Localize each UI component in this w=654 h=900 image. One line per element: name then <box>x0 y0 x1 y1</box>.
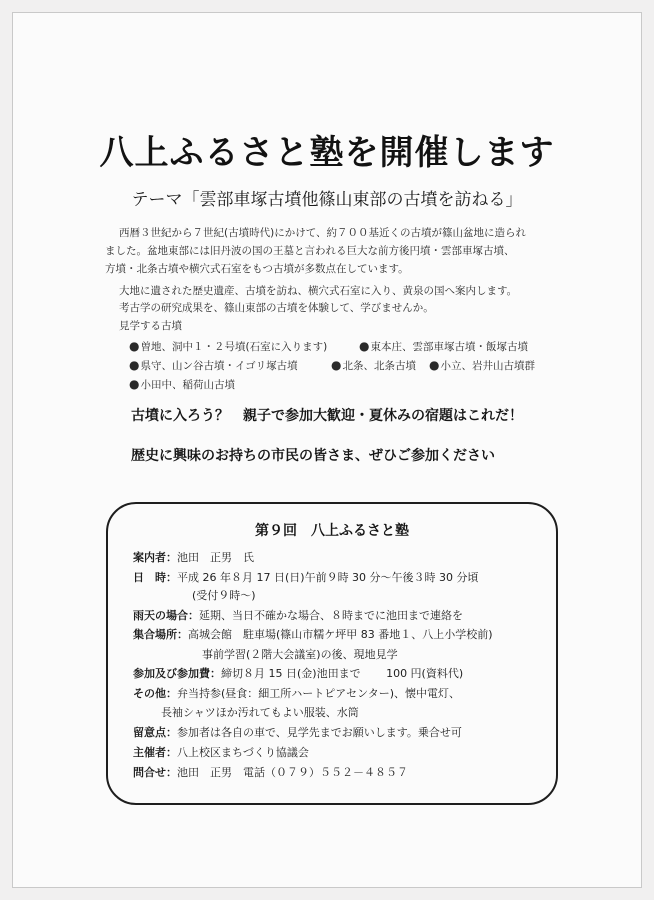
flyer-title: 八上ふるさと塾を開催します <box>99 133 555 173</box>
note-row: 留意点：参加者は各自の車で、見学先までお願いします。乗合せ可 <box>133 726 462 739</box>
fee-row: 参加及び参加費：締切８月 15 日(金)池田まで 100 円(資料代) <box>133 667 464 680</box>
site-item: ●曽地、洞中１・２号墳(石室に入ります) <box>129 339 328 353</box>
guide-row: 案内者：池田 正男 氏 <box>133 551 254 564</box>
meeting-place-row: 集合場所：高城会館 駐車場(篠山市糯ケ坪甲 83 番地１、八上小学校前) <box>133 628 493 641</box>
intro-line-1: 西暦３世紀から７世紀(古墳時代)にかけて、約７００基近くの古墳が篠山盆地に造られ <box>119 227 526 239</box>
site-item: ●小立、岩井山古墳群 <box>429 358 535 372</box>
sites-label: 見学する古墳 <box>119 320 182 332</box>
site-item: ●東本庄、雲部車塚古墳・飯塚古墳 <box>359 339 528 353</box>
intro-line-4: 大地に遺された歴史遺産、古墳を訪ね、横穴式石室に入り、黄泉の国へ案内します。 <box>119 285 518 297</box>
intro-line-3: 方墳・北条古墳や横穴式石室をもつ古墳が多数点在しています。 <box>105 263 409 275</box>
intro-line-2: ました。盆地東部には旧丹波の国の王墓と言われる巨大な前方後円墳・雲部車塚古墳、 <box>105 245 515 257</box>
rain-row: 雨天の場合：延期、当日不確かな場合、８時までに池田まで連絡を <box>133 609 463 622</box>
other-detail: 長袖シャツほか汚れてもよい服装、水筒 <box>161 706 359 719</box>
bullet-icon: ● <box>129 339 140 353</box>
host-row: 主催者：八上校区まちづくり協議会 <box>133 746 309 759</box>
bullet-icon: ● <box>429 358 440 372</box>
event-title: 第９回 八上ふるさと塾 <box>255 523 409 539</box>
contact-row: 問合せ：池田 正男 電話（０７９）５５２－４８５７ <box>133 766 408 779</box>
slogan-family: 古墳に入ろう？ 親子で参加大歓迎・夏休みの宿題はこれだ！ <box>131 408 523 424</box>
flyer-page <box>12 12 642 888</box>
bullet-icon: ● <box>129 358 140 372</box>
site-item: ●小田中、稲荷山古墳 <box>129 377 235 391</box>
flyer-theme: テーマ「雲部車塚古墳他篠山東部の古墳を訪ねる」 <box>131 190 523 210</box>
site-item: ●北条、北条古墳 <box>331 358 416 372</box>
bullet-icon: ● <box>359 339 370 353</box>
site-item: ●県守、山ン谷古墳・イゴリ塚古墳 <box>129 358 298 372</box>
event-info-box <box>106 502 558 805</box>
other-row: その他：弁当持参(昼食：細工所ハートピアセンター)、懐中電灯、 <box>133 687 461 700</box>
bullet-icon: ● <box>331 358 342 372</box>
slogan-invite: 歴史に興味のお持ちの市民の皆さま、ぜひご参加ください <box>131 448 495 464</box>
bullet-icon: ● <box>129 377 140 391</box>
reception-time: (受付９時～) <box>192 589 256 602</box>
intro-line-5: 考古学の研究成果を、篠山東部の古墳を体験して、学びませんか。 <box>119 302 434 314</box>
meeting-place-detail: 事前学習(２階大会議室)の後、現地見学 <box>202 648 398 661</box>
datetime-row: 日 時：平成 26 年８月 17 日(日)午前９時 30 分～午後３時 30 分頃 <box>133 571 479 584</box>
